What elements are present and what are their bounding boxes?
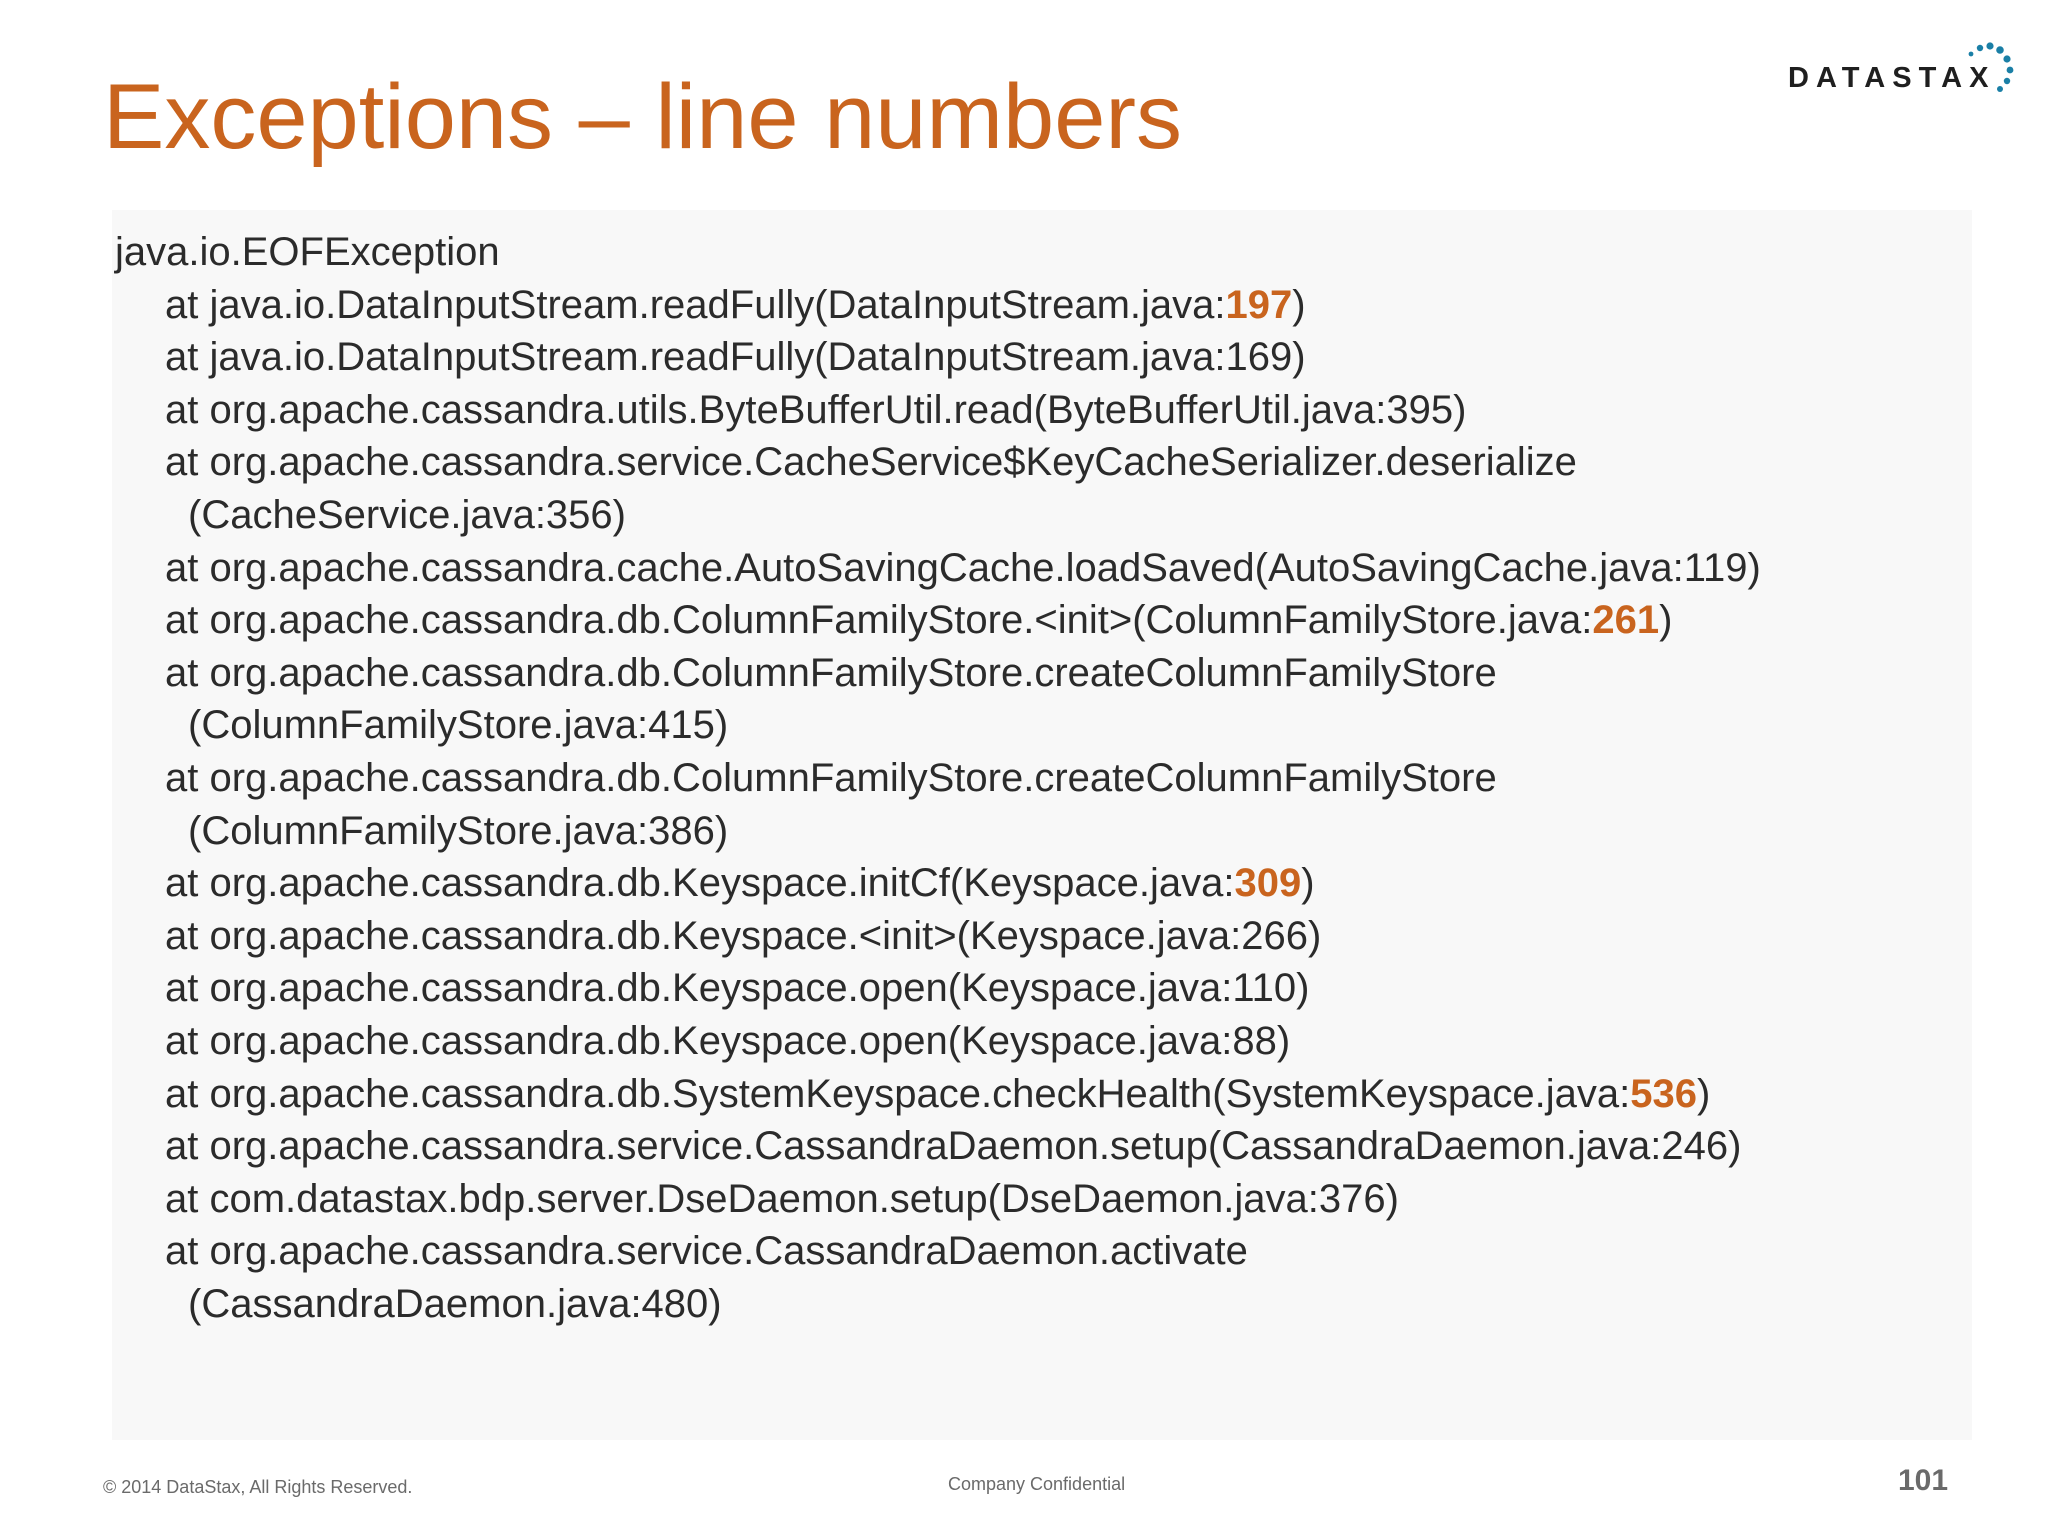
highlighted-line-number: 309 <box>1234 861 1302 906</box>
copyright-notice: © 2014 DataStax, All Rights Reserved. <box>103 1477 413 1497</box>
trace-frame-continuation: (ColumnFamilyStore.java:415) <box>188 703 729 748</box>
trace-frame: at org.apache.cassandra.db.Keyspace.initCf(Keyspace.java:309) <box>165 861 1315 906</box>
trace-frame-continuation: (CassandraDaemon.java:480) <box>188 1281 722 1326</box>
trace-frame: at org.apache.cassandra.db.Keyspace.<init>(Keyspace.java:266) <box>165 913 1322 958</box>
trace-frame-continuation: (CacheService.java:356) <box>188 492 626 537</box>
trace-frame: at org.apache.cassandra.service.CassandraDaemon.activate <box>165 1229 1248 1274</box>
trace-frame: at org.apache.cassandra.utils.ByteBufferUtil.read(ByteBufferUtil.java:395) <box>165 387 1467 432</box>
trace-frame: at org.apache.cassandra.service.CacheService$KeyCacheSerializer.deserialize <box>165 440 1577 485</box>
slide-title: Exceptions – line numbers <box>103 66 1183 168</box>
trace-frame-continuation: (ColumnFamilyStore.java:386) <box>188 808 729 853</box>
trace-frame: at org.apache.cassandra.service.CassandraDaemon.setup(CassandraDaemon.java:246) <box>165 1124 1742 1169</box>
highlighted-line-number: 536 <box>1630 1071 1697 1116</box>
trace-frame: at java.io.DataInputStream.readFully(DataInputStream.java:197) <box>165 282 1306 327</box>
confidential-label: Company Confidential <box>948 1474 1126 1494</box>
trace-frame: at org.apache.cassandra.db.SystemKeyspace.checkHealth(SystemKeyspace.java:536) <box>165 1071 1711 1116</box>
highlighted-line-number: 261 <box>1592 598 1660 643</box>
highlighted-line-number: 197 <box>1225 282 1293 327</box>
trace-frame: at org.apache.cassandra.db.ColumnFamilyStore.<init>(ColumnFamilyStore.java:261) <box>165 598 1673 643</box>
trace-frame: at com.datastax.bdp.server.DseDaemon.setup(DseDaemon.java:376) <box>165 1176 1399 1221</box>
trace-frame: at org.apache.cassandra.db.ColumnFamilyStore.createColumnFamilyStore <box>165 650 1497 695</box>
trace-frame: at java.io.DataInputStream.readFully(DataInputStream.java:169) <box>165 335 1306 380</box>
logo-text: DATASTAX <box>1788 62 1996 94</box>
trace-frame: at org.apache.cassandra.db.Keyspace.open(Keyspace.java:110) <box>165 966 1310 1011</box>
datastax-logo <box>1788 40 2024 100</box>
exception-header: java.io.EOFException <box>115 230 500 274</box>
trace-frame: at org.apache.cassandra.cache.AutoSavingCache.loadSaved(AutoSavingCache.java:119) <box>165 545 1761 590</box>
page-number: 101 <box>1898 1464 1949 1497</box>
trace-frame: at org.apache.cassandra.db.Keyspace.open(Keyspace.java:88) <box>165 1018 1291 1063</box>
trace-frame: at org.apache.cassandra.db.ColumnFamilyStore.createColumnFamilyStore <box>165 755 1497 800</box>
stack-trace <box>115 226 1761 1330</box>
